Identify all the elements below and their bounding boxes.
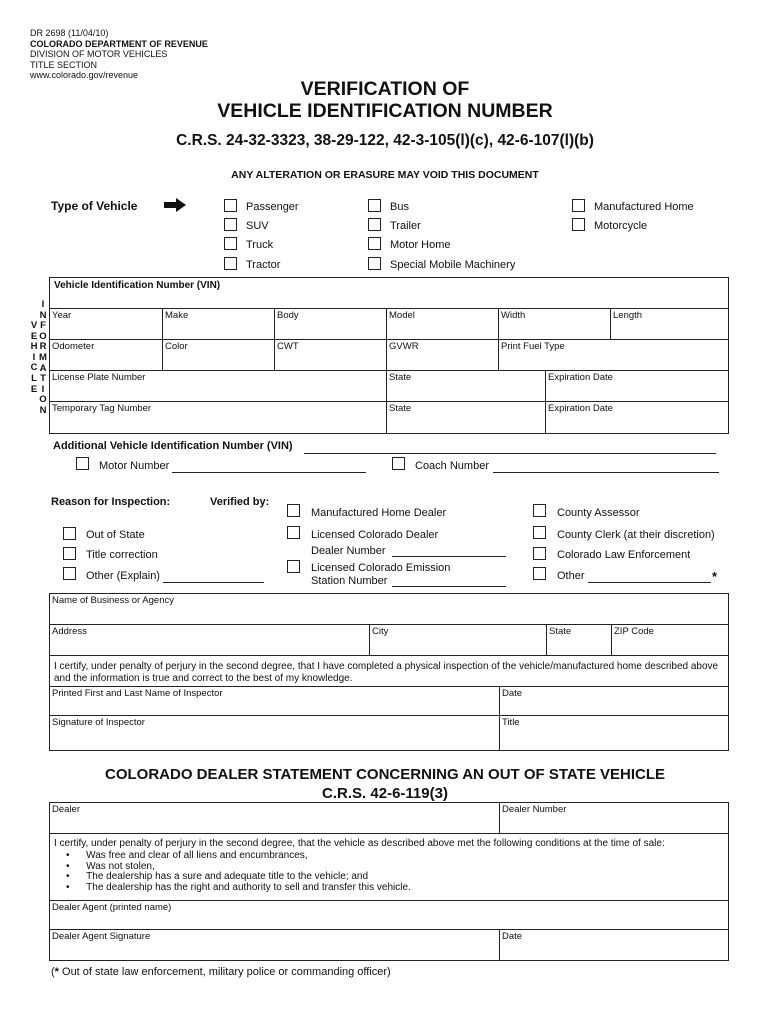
option-truck: Truck [246,239,274,251]
checkbox-suv[interactable] [224,218,237,231]
other-explain-line[interactable] [163,582,264,583]
verifier-emission: Licensed Colorado Emission [311,562,451,574]
checkbox-other-verifier[interactable] [533,567,546,580]
business-name-field[interactable]: Name of Business or Agency [49,593,729,625]
option-motorcycle: Motorcycle [594,220,648,232]
verifier-county-assessor: County Assessor [557,507,640,519]
inspector-name-field[interactable]: Printed First and Last Name of Inspector [49,686,500,716]
arrow-right-icon [163,197,187,213]
length-field[interactable]: Length [610,308,729,340]
checkbox-county-clerk[interactable] [533,526,546,539]
width-field[interactable]: Width [498,308,611,340]
form-id: DR 2698 (11/04/10) [30,28,109,38]
reason-label: Reason for Inspection: [51,496,171,508]
additional-vin-label: Additional Vehicle Identification Number (VIN) [53,440,293,452]
dealer-certification-text: I certify, under penalty of perjury in the second degree, that the vehicle as described above met the following conditions at the time of sale: [54,838,665,849]
reason-out-of-state: Out of State [86,529,145,541]
title-line-1: VERIFICATION OF [300,78,470,100]
coach-number-line[interactable] [493,472,719,473]
list-item: • Was not stolen, [66,860,155,872]
inspector-date-field[interactable]: Date [499,686,729,716]
inspector-certification-text: I certify, under penalty of perjury in the second degree, that I have completed a physical inspection of the vehicle/manufactured home described above and the information is true and correct to the best of my knowledge. [54,661,719,684]
coach-number-label: Coach Number [415,460,489,472]
checkbox-other-reason[interactable] [63,567,76,580]
reason-other: Other (Explain) [86,570,160,582]
plate-expiration-field[interactable]: Expiration Date [545,370,729,402]
motor-number-line[interactable] [172,472,366,473]
verifier-other: Other [557,570,585,582]
checkbox-licensed-dealer[interactable] [287,526,300,539]
tag-expiration-field[interactable]: Expiration Date [545,401,729,434]
footnote: (* Out of state law enforcement, military police or commanding officer) [51,966,391,978]
checkbox-manufactured-home[interactable] [572,199,585,212]
checkbox-manufactured-home-dealer[interactable] [287,504,300,517]
checkbox-trailer[interactable] [368,218,381,231]
dealer-agent-signature-field[interactable]: Dealer Agent Signature [49,929,500,961]
checkbox-motor-home[interactable] [368,237,381,250]
checkbox-truck[interactable] [224,237,237,250]
website: www.colorado.gov/revenue [30,70,139,80]
option-suv: SUV [246,220,269,232]
station-number-label: Station Number [311,575,388,587]
model-field[interactable]: Model [386,308,499,340]
option-motor-home: Motor Home [390,239,451,251]
section-name: TITLE SECTION [30,59,98,70]
inspector-title-field[interactable]: Title [499,715,729,751]
year-field[interactable]: Year [49,308,163,340]
checkbox-passenger[interactable] [224,199,237,212]
footnote-star: * [712,569,718,584]
reason-title-correction: Title correction [86,549,158,561]
list-item: • The dealership has the right and authority to sell and transfer this vehicle. [66,881,411,893]
motor-number-label: Motor Number [99,460,170,472]
color-field[interactable]: Color [162,339,275,371]
license-plate-field[interactable]: License Plate Number [49,370,387,402]
print-fuel-type-field[interactable]: Print Fuel Type [498,339,729,371]
checkbox-county-assessor[interactable] [533,504,546,517]
checkbox-emission-station[interactable] [287,560,300,573]
division-name: DIVISION OF MOTOR VEHICLES [30,49,168,59]
dealer-conditions-list [66,851,411,893]
checkbox-law-enforcement[interactable] [533,547,546,560]
list-item: • Was free and clear of all liens and encumbrances, [66,850,308,861]
verifier-county-clerk: County Clerk (at their discretion) [557,529,715,541]
option-tractor: Tractor [246,259,281,271]
checkbox-motorcycle[interactable] [572,218,585,231]
dealer-number-field[interactable]: Dealer Number [499,802,729,834]
station-number-line[interactable] [392,586,506,587]
option-trailer: Trailer [390,220,421,232]
option-passenger: Passenger [246,201,299,213]
dealer-agent-name-field[interactable]: Dealer Agent (printed name) [49,900,729,930]
dealer-number-line[interactable] [392,556,506,557]
checkbox-title-correction[interactable] [63,547,76,560]
zip-field[interactable]: ZIP Code [611,624,729,656]
plate-state-field[interactable]: State [386,370,546,402]
additional-vin-line[interactable] [304,453,716,454]
tag-state-field[interactable]: State [386,401,546,434]
cwt-field[interactable]: CWT [274,339,387,371]
inspector-signature-field[interactable]: Signature of Inspector [49,715,500,751]
department-name: COLORADO DEPARTMENT OF REVENUE [30,38,208,49]
dealer-date-field[interactable]: Date [499,929,729,961]
address-field[interactable]: Address [49,624,370,656]
odometer-field[interactable]: Odometer [49,339,163,371]
verifier-licensed-dealer: Licensed Colorado Dealer [311,529,439,541]
vin-field[interactable]: Vehicle Identification Number (VIN) [49,277,729,309]
statute-citation: C.R.S. 24-32-3323, 38-29-122, 42-3-105(l)(c), 42-6-107(l)(b) [176,132,594,149]
dealer-number-label: Dealer Number [311,545,386,557]
checkbox-tractor[interactable] [224,257,237,270]
temp-tag-field[interactable]: Temporary Tag Number [49,401,387,434]
checkbox-out-of-state[interactable] [63,527,76,540]
verifier-law-enforcement: Colorado Law Enforcement [557,549,691,561]
dealer-statement-heading: COLORADO DEALER STATEMENT CONCERNING AN OUT OF STATE VEHICLE [105,766,665,783]
title-line-2: VEHICLE IDENTIFICATION NUMBER [217,100,553,122]
city-field[interactable]: City [369,624,547,656]
dealer-statement-statute: C.R.S. 42-6-119(3) [322,785,448,802]
body-field[interactable]: Body [274,308,387,340]
other-verifier-line[interactable] [588,582,711,583]
footnote-star-mark: * [54,966,59,978]
option-bus: Bus [390,201,409,213]
verifier-mh-dealer: Manufactured Home Dealer [311,507,447,519]
form-header [30,28,208,81]
state-field[interactable]: State [546,624,612,656]
side-label-vehicle: V E H I C L E [30,320,38,395]
option-special-mobile-machinery: Special Mobile Machinery [390,259,516,271]
side-label-information: I N F O R M A T I O N [39,299,47,416]
vehicle-type-label: Type of Vehicle [51,199,138,213]
gvwr-field[interactable]: GVWR [386,339,499,371]
option-manufactured-home: Manufactured Home [594,201,694,213]
verified-by-label: Verified by: [210,496,270,508]
make-field[interactable]: Make [162,308,275,340]
checkbox-motor-number[interactable] [76,457,89,470]
dealer-field[interactable]: Dealer [49,802,500,834]
checkbox-special-mobile-machinery[interactable] [368,257,381,270]
alteration-warning: ANY ALTERATION OR ERASURE MAY VOID THIS DOCUMENT [231,169,539,181]
list-item: • The dealership has a sure and adequate title to the vehicle; and [66,871,369,882]
checkbox-coach-number[interactable] [392,457,405,470]
checkbox-bus[interactable] [368,199,381,212]
